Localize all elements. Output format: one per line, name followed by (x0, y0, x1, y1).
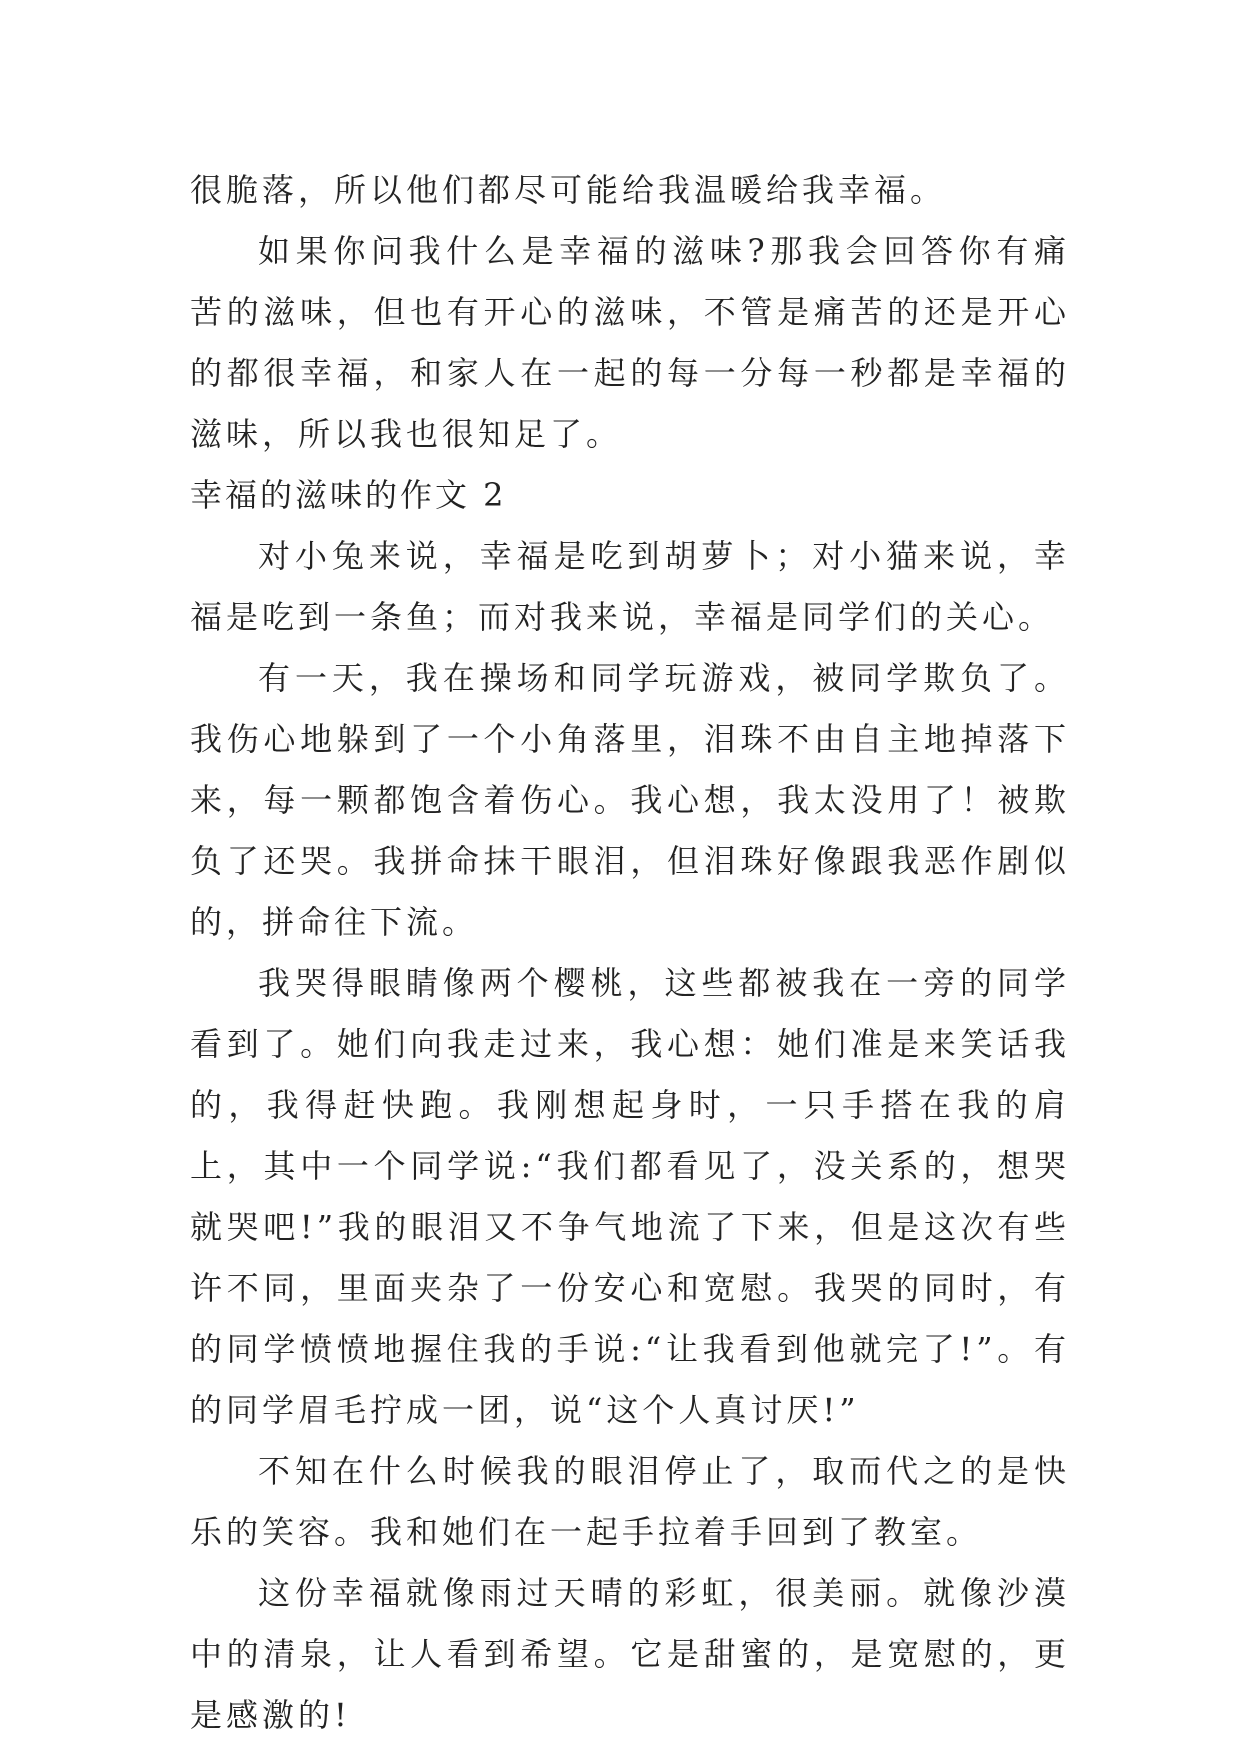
document-body (190, 160, 1070, 1746)
paragraph: 如果你问我什么是幸福的滋味?那我会回答你有痛苦的滋味，但也有开心的滋味，不管是痛苦的还是开心的都很幸福，和家人在一起的每一分每一秒都是幸福的滋味，所以我也很知足了。 (190, 232, 1070, 453)
paragraph-continuation: 很脆落，所以他们都尽可能给我温暖给我幸福。 (190, 171, 947, 209)
paragraph: 不知在什么时候我的眼泪停止了，取而代之的是快乐的笑容。我和她们在一起手拉着手回到了教室。 (190, 1452, 1070, 1551)
paragraph: 这份幸福就像雨过天晴的彩虹，很美丽。就像沙漠中的清泉，让人看到希望。它是甜蜜的，是宽慰的，更是感激的! (190, 1574, 1070, 1734)
paragraph: 我哭得眼睛像两个樱桃，这些都被我在一旁的同学看到了。她们向我走过来，我心想：她们准是来笑话我的，我得赶快跑。我刚想起身时，一只手搭在我的肩上，其中一个同学说:“我们都看见了，没关系的，想哭就哭吧!”我的眼泪又不争气地流了下来，但是这次有些许不同，里面夹杂了一份安心和宽慰。我哭的同时，有的同学愤愤地握住我的手说:“让我看到他就完了!”。有的同学眉毛拧成一团，说“这个人真讨厌!” (190, 964, 1070, 1429)
essay-heading: 幸福的滋味的作文 2 (190, 476, 507, 514)
paragraph: 有一天，我在操场和同学玩游戏，被同学欺负了。我伤心地躲到了一个小角落里，泪珠不由自主地掉落下来，每一颗都饱含着伤心。我心想，我太没用了！被欺负了还哭。我拼命抹干眼泪，但泪珠好像跟我恶作剧似的，拼命往下流。 (190, 659, 1070, 941)
paragraph: 对小兔来说，幸福是吃到胡萝卜；对小猫来说，幸福是吃到一条鱼；而对我来说，幸福是同学们的关心。 (190, 537, 1070, 636)
